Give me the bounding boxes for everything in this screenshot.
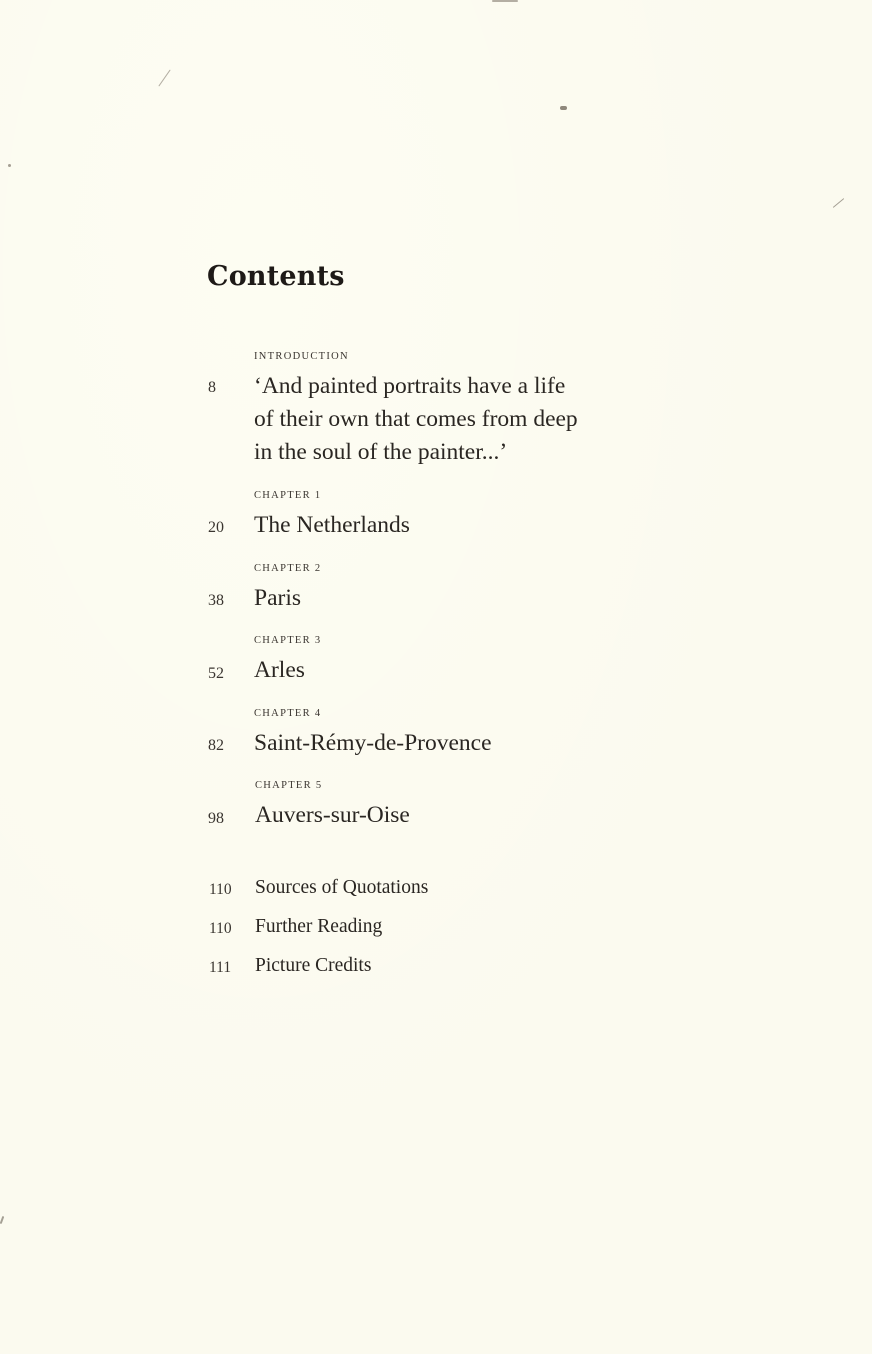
chapter-title: Paris (254, 585, 301, 611)
paper-mark (833, 198, 844, 208)
paper-mark (492, 0, 518, 2)
chapter-title: Arles (254, 657, 305, 683)
introduction-title-line: ‘And painted portraits have a life (254, 373, 566, 399)
paper-mark (8, 164, 11, 167)
introduction-title (254, 370, 634, 469)
paper-mark (0, 1216, 4, 1224)
introduction-page-number: 8 (208, 379, 216, 396)
back-matter-page-number: 110 (209, 881, 232, 898)
introduction-title-line: of their own that comes from deep (254, 406, 578, 432)
introduction-label: INTRODUCTION (254, 351, 349, 362)
chapter-title: Auvers-sur-Oise (255, 802, 410, 828)
back-matter-title: Further Reading (255, 916, 383, 937)
chapter-title: Saint-Rémy-de-Provence (254, 730, 492, 756)
chapter-label: CHAPTER 4 (254, 708, 322, 719)
chapter-label: CHAPTER 2 (254, 563, 322, 574)
chapter-page-number: 38 (208, 592, 224, 609)
chapter-label: CHAPTER 1 (254, 490, 322, 501)
chapter-page-number: 98 (208, 810, 224, 827)
chapter-page-number: 52 (208, 665, 224, 682)
chapter-label: CHAPTER 5 (255, 780, 323, 791)
paper-mark (560, 106, 567, 110)
back-matter-page-number: 111 (209, 959, 232, 976)
introduction-title-line: in the soul of the painter...’ (254, 439, 508, 465)
back-matter-title: Picture Credits (255, 955, 372, 976)
chapter-label: CHAPTER 3 (254, 635, 322, 646)
chapter-page-number: 82 (208, 737, 224, 754)
chapter-page-number: 20 (208, 519, 224, 536)
chapter-title: The Netherlands (254, 512, 410, 538)
back-matter-title: Sources of Quotations (255, 877, 429, 898)
paper-mark (158, 70, 170, 87)
back-matter-page-number: 110 (209, 920, 232, 937)
page-title: Contents (207, 261, 345, 292)
